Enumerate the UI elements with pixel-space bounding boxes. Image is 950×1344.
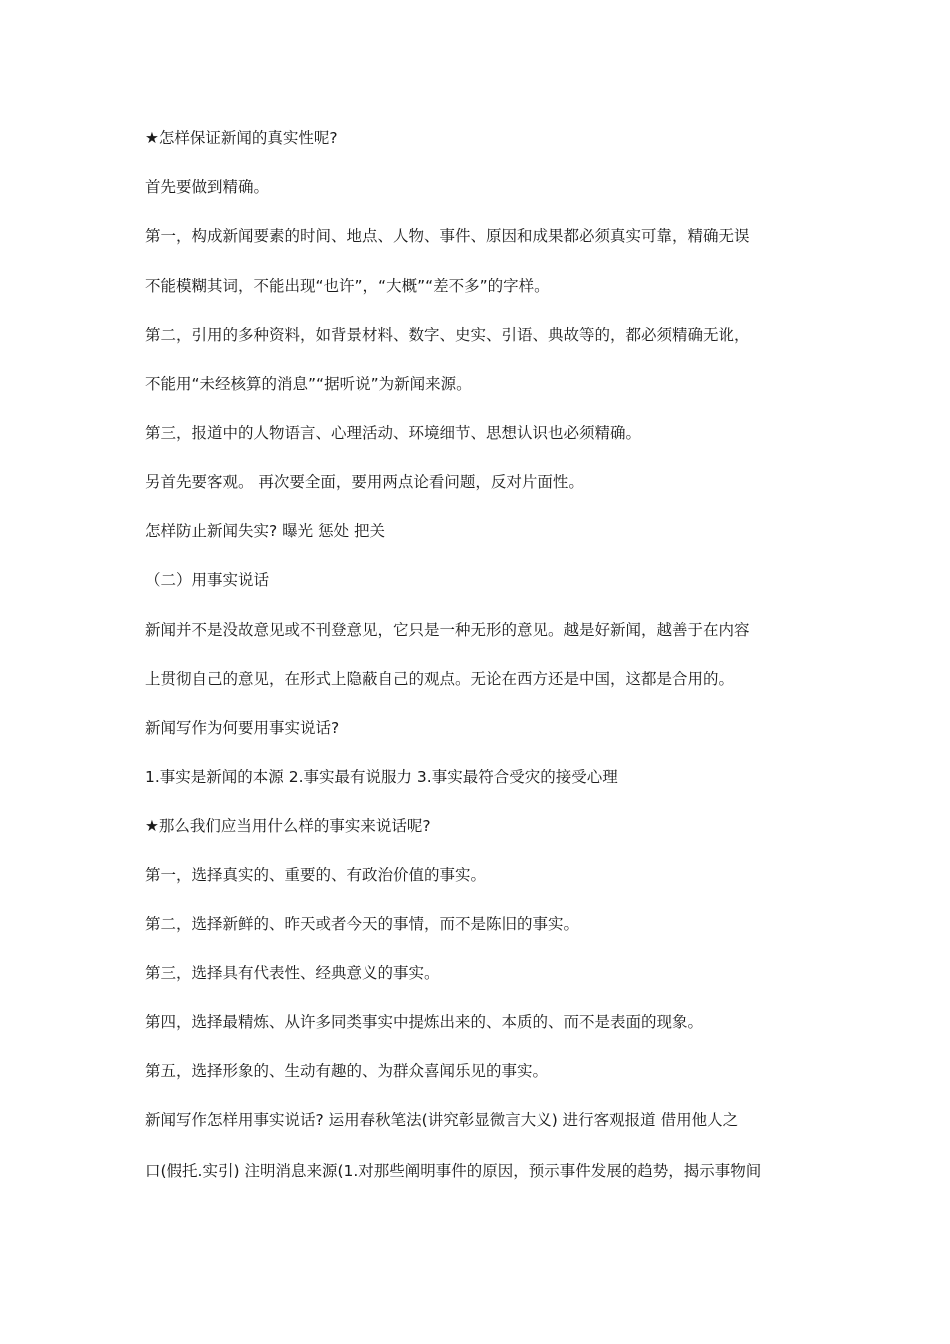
paragraph-line: 不能用“未经核算的消息”“据听说”为新闻来源。 xyxy=(145,375,472,393)
paragraph-line: 上贯彻自己的意见，在形式上隐蔽自己的观点。无论在西方还是中国，这都是合用的。 xyxy=(145,670,735,688)
paragraph-line: 第一，选择真实的、重要的、有政治价值的事实。 xyxy=(145,866,487,884)
paragraph-line: 另首先要客观。 再次要全面，要用两点论看问题，反对片面性。 xyxy=(145,473,584,491)
heading-authenticity: ★怎样保证新闻的真实性呢? xyxy=(145,129,338,147)
paragraph-line: 第四，选择最精炼、从许多同类事实中提炼出来的、本质的、而不是表面的现象。 xyxy=(145,1013,704,1031)
paragraph-line: 怎样防止新闻失实? 曝光 惩处 把关 xyxy=(145,522,386,540)
paragraph-line: 1.事实是新闻的本源 2.事实最有说服力 3.事实最符合受灾的接受心理 xyxy=(145,768,618,786)
paragraph-line: 不能模糊其词，不能出现“也许”，“大概”“差不多”的字样。 xyxy=(145,277,550,295)
paragraph-line: 口(假托.实引) 注明消息来源(1.对那些阐明事件的原因，预示事件发展的趋势，揭示事物间 xyxy=(145,1162,762,1180)
paragraph-line: 新闻写作为何要用事实说话? xyxy=(145,719,340,737)
paragraph-line: 新闻写作怎样用事实说话? 运用春秋笔法(讲究彰显微言大义) 进行客观报道 借用他人之 xyxy=(145,1111,739,1129)
paragraph-line: 首先要做到精确。 xyxy=(145,178,270,196)
paragraph-line: 第一，构成新闻要素的时间、地点、人物、事件、原因和成果都必须真实可靠，精确无误 xyxy=(145,227,750,245)
paragraph-line: 新闻并不是没故意见或不刊登意见，它只是一种无形的意见。越是好新闻，越善于在内容 xyxy=(145,621,750,639)
paragraph-line: 第三，选择具有代表性、经典意义的事实。 xyxy=(145,964,440,982)
section-heading: （二）用事实说话 xyxy=(145,571,270,589)
paragraph-line: 第五，选择形象的、生动有趣的、为群众喜闻乐见的事实。 xyxy=(145,1062,549,1080)
paragraph-line: 第二，引用的多种资料，如背景材料、数字、史实、引语、典故等的，都必须精确无讹， xyxy=(145,326,750,344)
paragraph-line: 第三，报道中的人物语言、心理活动、环境细节、思想认识也必须精确。 xyxy=(145,424,642,442)
paragraph-line: 第二，选择新鲜的、昨天或者今天的事情，而不是陈旧的事实。 xyxy=(145,915,580,933)
heading-facts: ★那么我们应当用什么样的事实来说话呢? xyxy=(145,817,431,835)
